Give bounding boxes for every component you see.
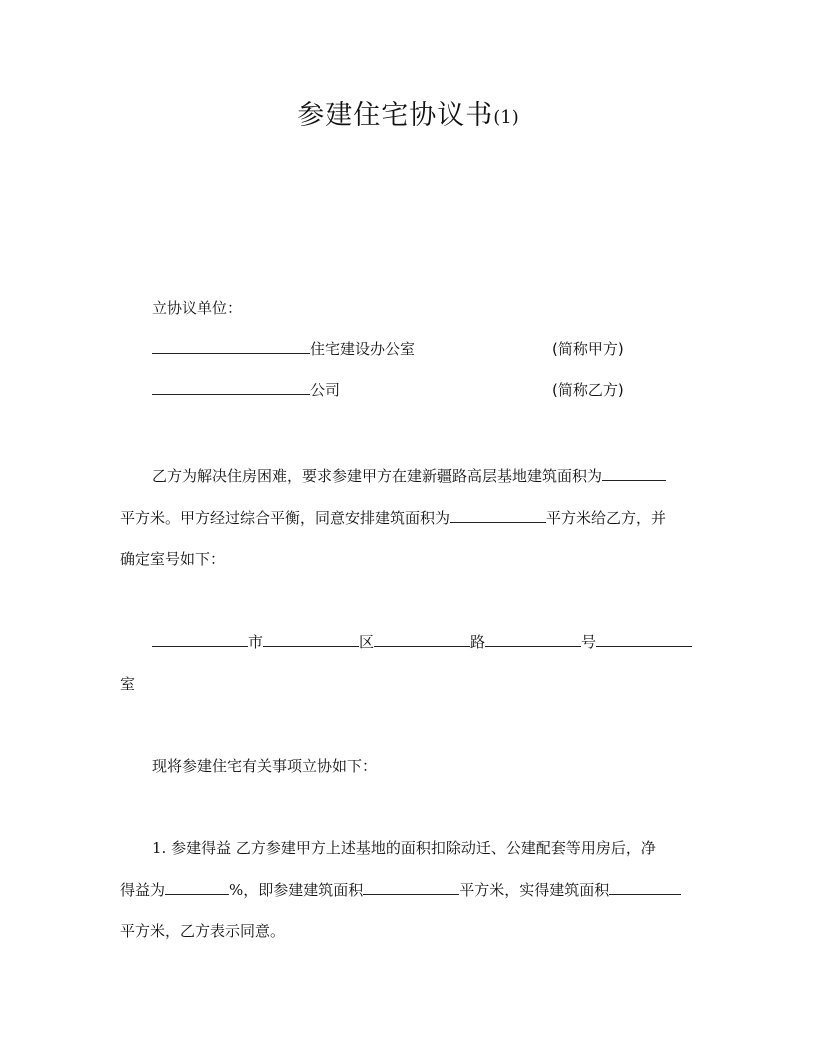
road-blank xyxy=(374,631,470,647)
party-b-blank xyxy=(152,379,310,395)
clause-1-line-3: 平方米，乙方表示同意。 xyxy=(120,922,286,940)
matters-heading: 现将参建住宅有关事项立协如下： xyxy=(152,757,378,775)
party-a-name: 住宅建设办公室 xyxy=(310,340,416,358)
intro-line-1 xyxy=(152,465,666,487)
net-gain-blank xyxy=(165,879,229,895)
address-city: 市 xyxy=(248,633,264,651)
clause-1-number: 1. xyxy=(152,839,167,857)
intro-text-2a: 平方米。甲方经过综合平衡，同意安排建筑面积为 xyxy=(120,509,451,527)
title-main: 参建住宅协议书 xyxy=(297,100,494,131)
parties-heading: 立协议单位： xyxy=(152,299,243,317)
area-allocated-blank xyxy=(450,507,546,523)
party-b-alias: (简称乙方) xyxy=(552,381,624,399)
party-b-line xyxy=(152,379,340,401)
address-room: 室 xyxy=(120,675,136,693)
party-a-line xyxy=(152,338,415,360)
district-blank xyxy=(263,631,359,647)
document-title xyxy=(0,96,816,138)
area-total-blank xyxy=(602,465,666,481)
clause-1-text-1: 参建得益 乙方参建甲方上述基地的面积扣除动迁、公建配套等用房后，净 xyxy=(171,839,656,857)
clause-1-line-2 xyxy=(120,879,681,901)
intro-line-2 xyxy=(120,507,666,529)
clause-1-line-1 xyxy=(152,837,656,859)
clause-1-text-2c: 平方米，实得建筑面积 xyxy=(459,881,610,899)
participating-area-blank xyxy=(363,879,459,895)
party-b-name: 公司 xyxy=(310,381,341,399)
address-road: 路 xyxy=(470,633,486,651)
address-line xyxy=(152,631,692,653)
clause-1-text-2a: 得益为 xyxy=(120,881,166,899)
intro-text-2b: 平方米给乙方，并 xyxy=(546,509,667,527)
actual-area-blank xyxy=(609,879,681,895)
number-blank xyxy=(485,631,581,647)
party-a-blank xyxy=(152,338,310,354)
clause-1-percent: % xyxy=(229,881,244,899)
address-district: 区 xyxy=(359,633,375,651)
clause-1-text-2b: ，即参建建筑面积 xyxy=(243,881,364,899)
address-number: 号 xyxy=(581,633,597,651)
city-blank xyxy=(152,631,248,647)
intro-line-3: 确定室号如下： xyxy=(120,550,226,568)
party-a-alias: (简称甲方) xyxy=(552,340,624,358)
intro-text-1: 乙方为解决住房困难，要求参建甲方在建新疆路高层基地建筑面积为 xyxy=(152,467,603,485)
title-suffix: (1) xyxy=(493,107,519,128)
room-blank xyxy=(596,631,692,647)
